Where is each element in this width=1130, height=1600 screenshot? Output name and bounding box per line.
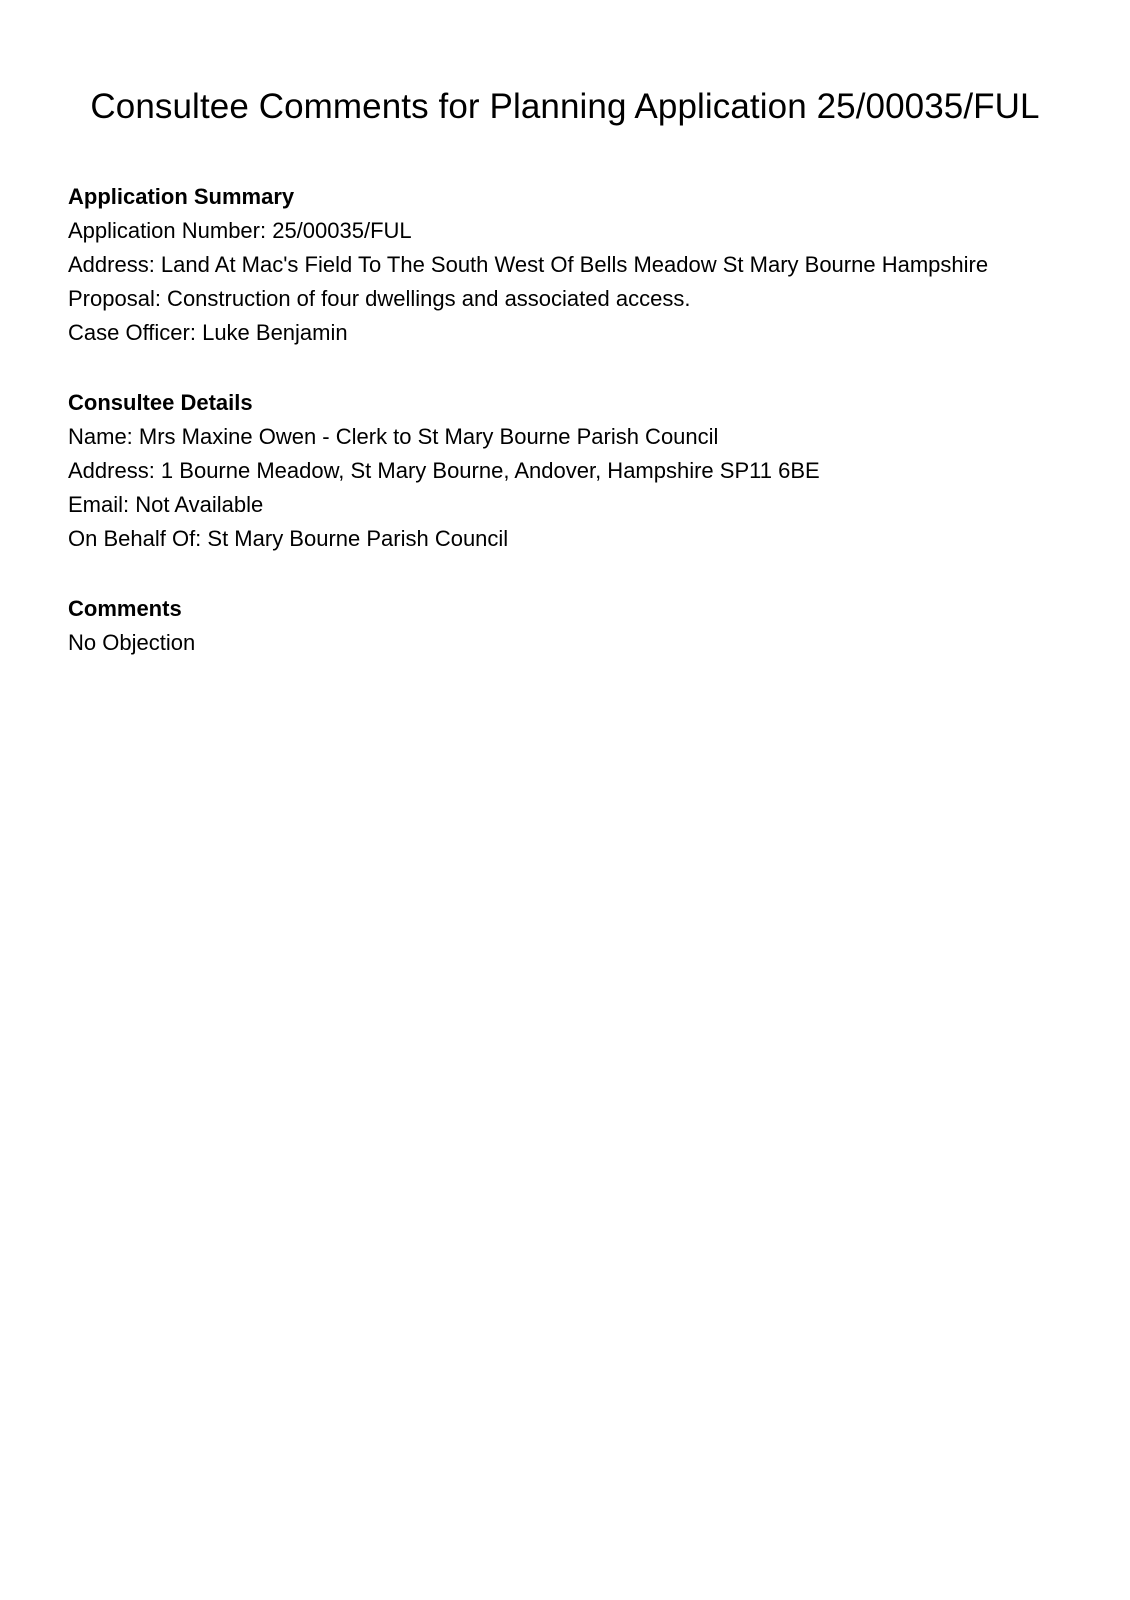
application-address-line: Address: Land At Mac's Field To The South West Of Bells Meadow St Mary Bourne Hampshire xyxy=(68,252,989,277)
consultee-details-section xyxy=(68,386,1108,556)
application-number-line: Application Number: 25/00035/FUL xyxy=(68,218,412,243)
comment-text: No Objection xyxy=(68,630,196,655)
page-title: Consultee Comments for Planning Application 25/00035/FUL xyxy=(90,87,1040,126)
consultee-email-line: Email: Not Available xyxy=(68,492,264,517)
consultee-address-line: Address: 1 Bourne Meadow, St Mary Bourne, Andover, Hampshire SP11 6BE xyxy=(68,458,820,483)
consultee-details-heading: Consultee Details xyxy=(68,390,253,415)
application-summary-heading: Application Summary xyxy=(68,184,295,209)
comments-heading: Comments xyxy=(68,596,182,621)
consultee-name-line: Name: Mrs Maxine Owen - Clerk to St Mary Bourne Parish Council xyxy=(68,424,719,449)
on-behalf-of-line: On Behalf Of: St Mary Bourne Parish Council xyxy=(68,526,509,551)
comments-section xyxy=(68,592,1108,660)
application-summary-section xyxy=(68,180,1108,350)
case-officer-line: Case Officer: Luke Benjamin xyxy=(68,320,348,345)
proposal-line: Proposal: Construction of four dwellings and associated access. xyxy=(68,286,691,311)
